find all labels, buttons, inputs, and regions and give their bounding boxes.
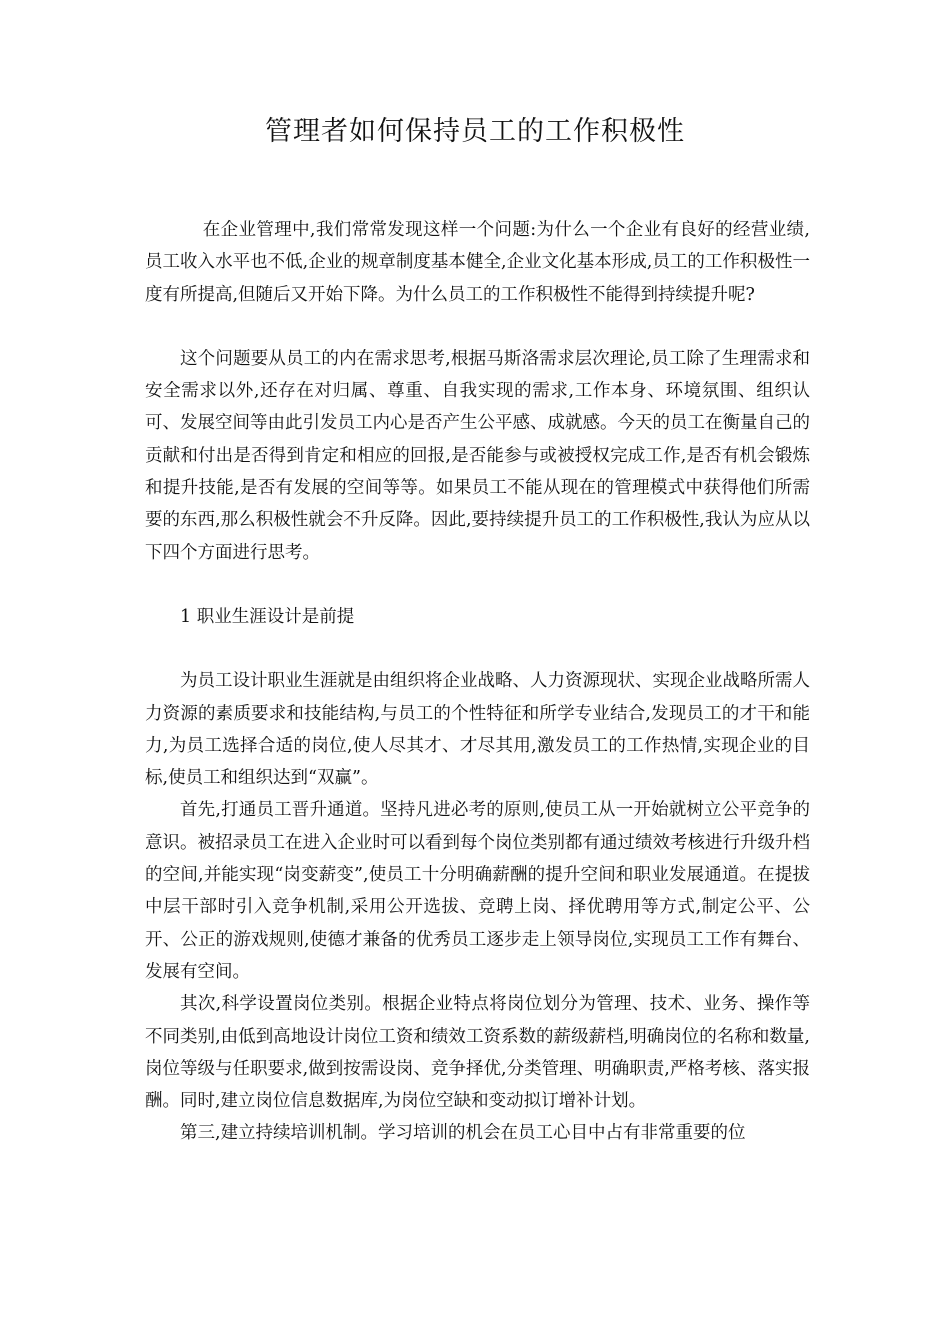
- intro-paragraph-1: 在企业管理中,我们常常发现这样一个问题:为什么一个企业有良好的经营业绩,员工收入水平也不低,企业的规章制度基本健全,企业文化基本形成,员工的工作积极性一度有所提高,但随后又开始下降。为什么员工的工作积极性不能得到持续提升呢?: [145, 220, 810, 305]
- section-paragraph-4: 第三,建立持续培训机制。学习培训的机会在员工心目中占有非常重要的位: [180, 1123, 746, 1144]
- section-paragraph-1: 为员工设计职业生涯就是由组织将企业战略、人力资源现状、实现企业战略所需人力资源的素质要求和技能结构,与员工的个性特征和所学专业结合,发现员工的才干和能力,为员工选择合适的岗位,使人尽其才、才尽其用,激发员工的工作热情,实现企业的目标,使员工和组织达到“双赢”。: [145, 671, 810, 789]
- paragraph-gap: [145, 633, 810, 665]
- section-paragraph-2: 首先,打通员工晋升通道。坚持凡进必考的原则,使员工从一开始就树立公平竞争的意识。被招录员工在进入企业时可以看到每个岗位类别都有通过绩效考核进行升级升档的空间,并能实现“岗变薪变”,使员工十分明确薪酬的提升空间和职业发展通道。在提拔中层干部时引入竞争机制,采用公开选拔、竞聘上岗、择优聘用等方式,制定公平、公开、公正的游戏规则,使德才兼备的优秀员工逐步走上领导岗位,实现员工工作有舞台、发展有空间。: [145, 800, 810, 982]
- paragraph-gap: [145, 569, 810, 601]
- document-body: [145, 214, 810, 1150]
- intro-paragraph-2: 这个问题要从员工的内在需求思考,根据马斯洛需求层次理论,员工除了生理需求和安全需求以外,还存在对归属、尊重、自我实现的需求,工作本身、环境氛围、组织认可、发展空间等由此引发员工内心是否产生公平感、成就感。今天的员工在衡量自己的贡献和付出是否得到肯定和相应的回报,是否能参与或被授权完成工作,是否有机会锻炼和提升技能,是否有发展的空间等等。如果员工不能从现在的管理模式中获得他们所需要的东西,那么积极性就会不升反降。因此,要持续提升员工的工作积极性,我认为应从以下四个方面进行思考。: [145, 348, 810, 563]
- document-title: 管理者如何保持员工的工作积极性: [265, 116, 685, 147]
- paragraph-gap: [145, 311, 810, 343]
- section-heading: 1 职业生涯设计是前提: [180, 606, 355, 627]
- section-paragraph-3: 其次,科学设置岗位类别。根据企业特点将岗位划分为管理、技术、业务、操作等不同类别,由低到高地设计岗位工资和绩效工资系数的薪级薪档,明确岗位的名称和数量,岗位等级与任职要求,做到按需设岗、竞争择优,分类管理、明确职责,严格考核、落实报酬。同时,建立岗位信息数据库,为岗位空缺和变动拟订增补计划。: [145, 994, 810, 1112]
